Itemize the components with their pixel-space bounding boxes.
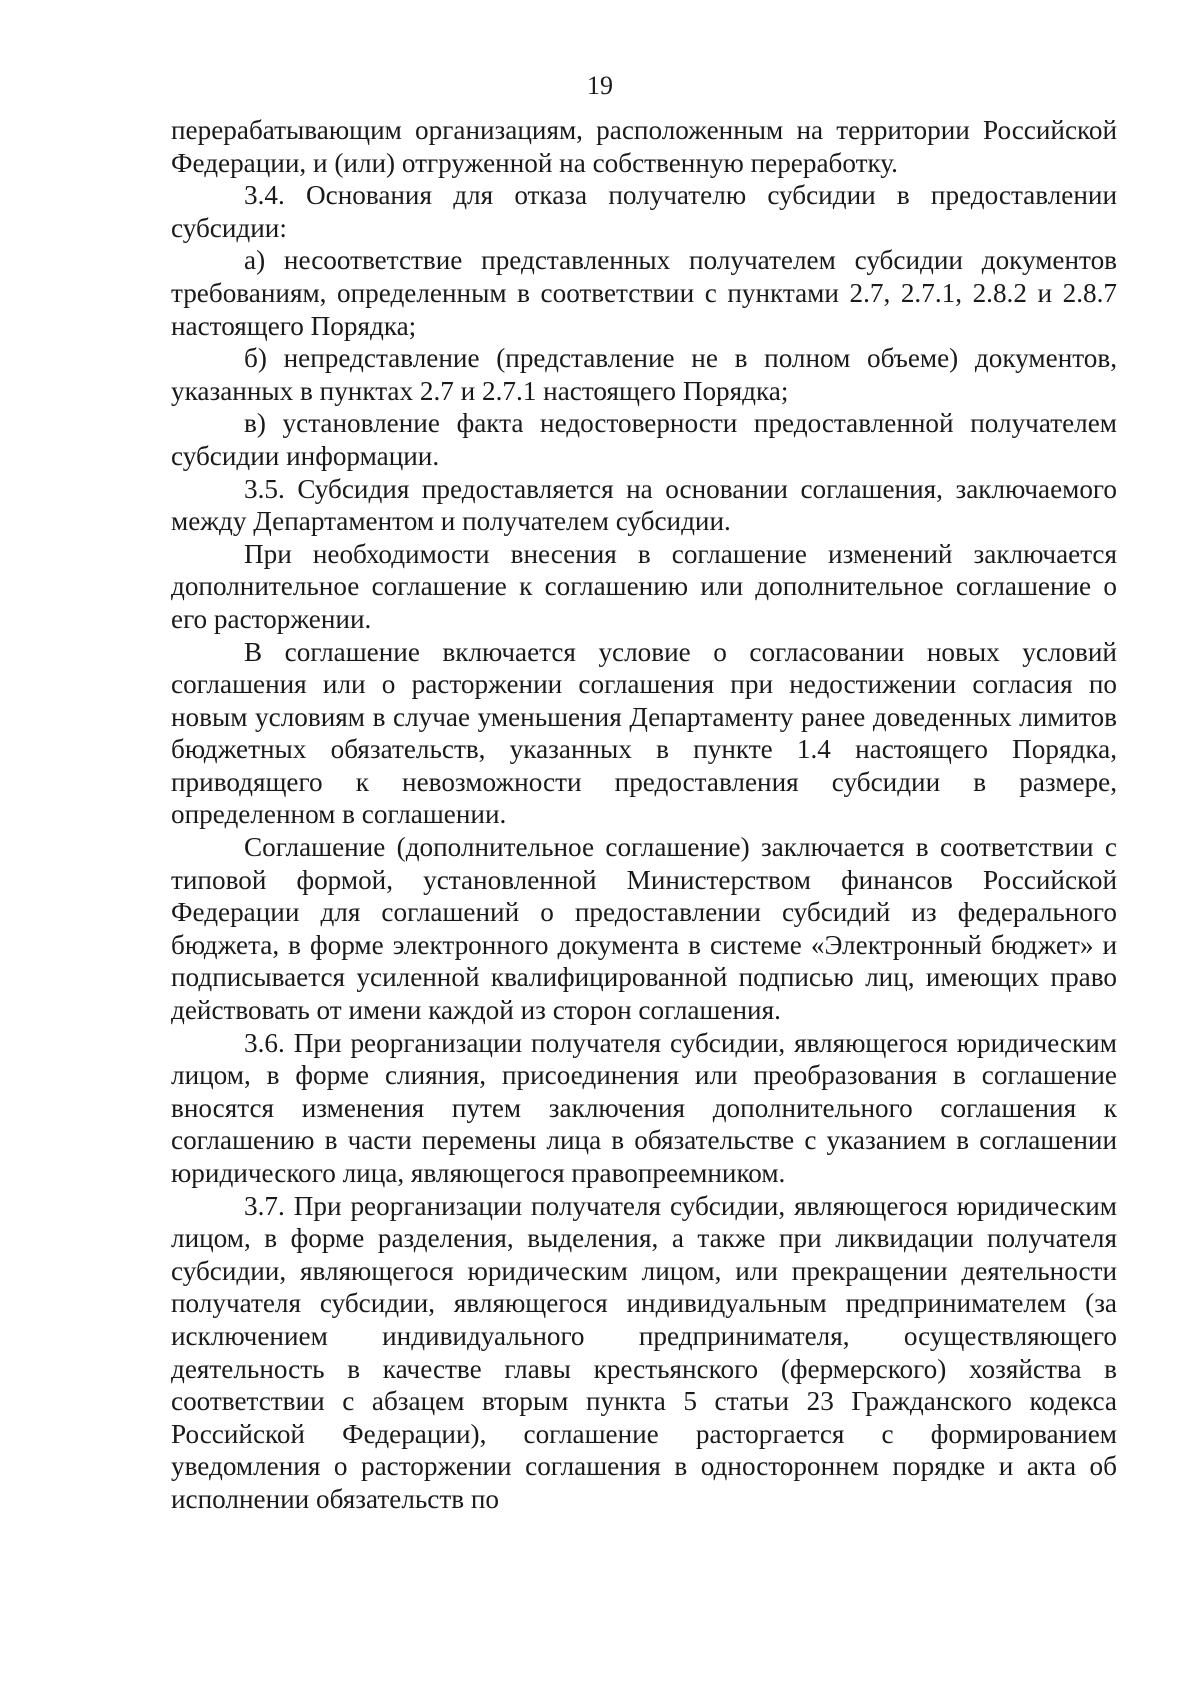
paragraph-continuation: перерабатывающим организациям, расположенным на территории Российской Федерации, и (или) отгруженной на собственную переработку.: [171, 115, 1117, 178]
page-number: 19: [587, 71, 613, 100]
paragraph-3-4-a: а) несоответствие представленных получателем субсидии документов требованиям, определенным в соответствии с пунктами 2.7, 2.7.1, 2.8.2 и 2.8.7 настоящего Порядка;: [171, 245, 1117, 341]
paragraph-3-4: 3.4. Основания для отказа получателю субсидии в предоставлении субсидии:: [171, 180, 1117, 243]
paragraph-3-4-b: б) непредставление (представление не в полном объеме) документов, указанных в пунктах 2.7 и 2.7.1 настоящего Порядка;: [171, 343, 1117, 406]
paragraph-3-4-v: в) установление факта недостоверности предоставленной получателем субсидии информации.: [171, 408, 1117, 471]
paragraph-3-6: 3.6. При реорганизации получателя субсидии, являющегося юридическим лицом, в форме слияния, присоединения или преобразования в соглашение вносятся изменения путем заключения дополнительного соглашения к соглашению в части перемены лица в обязательстве с указанием в соглашении юридического лица, являющегося правопреемником.: [171, 1027, 1117, 1188]
paragraph-3-5: 3.5. Субсидия предоставляется на основании соглашения, заключаемого между Департаментом и получателем субсидии.: [171, 473, 1117, 537]
document-body: [171, 114, 1117, 1516]
paragraph-3-7: 3.7. При реорганизации получателя субсидии, являющегося юридическим лицом, в форме разделения, выделения, а также при ликвидации получателя субсидии, являющегося юридическим лицом, или прекращении деятельности получателя субсидии, являющегося индивидуальным предпринимателем (за исключением индивидуального предпринимателя, осуществляющего деятельность в качестве главы крестьянского (фермерского) хозяйства в соответствии с абзацем вторым пункта 5 статьи 23 Гражданского кодекса Российской Федерации), соглашение расторгается с формированием уведомления о расторжении соглашения в одностороннем порядке и акта об исполнении обязательств по: [171, 1190, 1117, 1514]
paragraph-3-5-conditions: В соглашение включается условие о согласовании новых условий соглашения или о расторжении соглашения при недостижении согласия по новым условиям в случае уменьшения Департаменту ранее доведенных лимитов бюджетных обязательств, указанных в пункте 1.4 настоящего Порядка, приводящего к невозможности предоставления субсидии в размере, определенном в соглашении.: [171, 636, 1117, 830]
paragraph-3-5-form: Соглашение (дополнительное соглашение) заключается в соответствии с типовой формой, установленной Министерством финансов Российской Федерации для соглашений о предоставлении субсидий из федерального бюджета, в форме электронного документа в системе «Электронный бюджет» и подписывается усиленной квалифицированной подписью лиц, имеющих право действовать от имени каждой из сторон соглашения.: [171, 832, 1117, 1026]
paragraph-3-5-amendments: При необходимости внесения в соглашение изменений заключается дополнительное соглашение к соглашению или дополнительное соглашение о его расторжении.: [171, 538, 1117, 634]
